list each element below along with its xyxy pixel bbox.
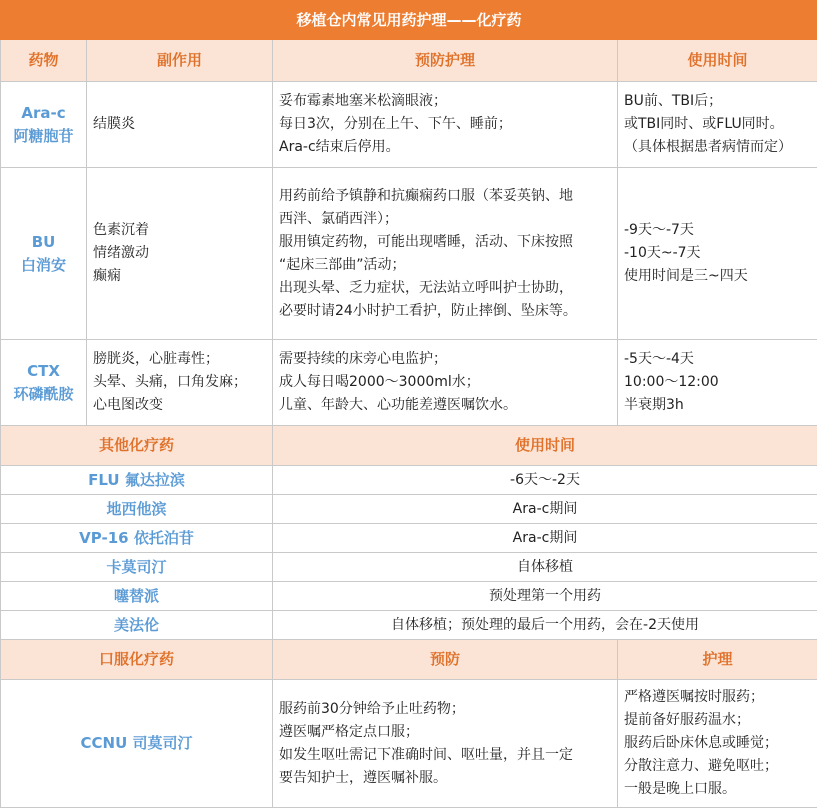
oral-drug-name: CCNU 司莫司汀 <box>1 680 273 808</box>
table-row <box>1 680 817 808</box>
prevention-line: Ara-c结束后停用。 <box>279 139 400 155</box>
drug-code: CTX <box>27 361 60 380</box>
care-line: 服药后卧床休息或睡觉； <box>624 735 778 751</box>
time-cell <box>618 340 817 426</box>
table-row <box>1 340 817 426</box>
time-line: 或TBI同时、或FLU同时。 <box>624 116 784 132</box>
header-time: 使用时间 <box>618 40 817 82</box>
side-effect-line: 心电图改变 <box>93 397 163 413</box>
time-line: BU前、TBI后； <box>624 93 723 109</box>
prevention-line: 西泮、氯硝西泮）； <box>279 210 398 227</box>
table-row <box>1 582 817 611</box>
prevention-cell <box>273 340 618 426</box>
other-drug-time: 自体移植 <box>273 553 817 582</box>
prevention-line: 每日3次，分别在上午、下午、睡前； <box>279 116 512 132</box>
prevention-cell <box>273 168 618 340</box>
drug-chinese-name: 白消安 <box>20 255 66 274</box>
drug-name-cell <box>1 340 87 426</box>
drug-chinese-name: 阿糖胞苷 <box>13 126 74 145</box>
prevention-line: 必要时请24小时护工看护，防止摔倒、坠床等。 <box>279 302 577 319</box>
drug-code: BU <box>31 232 56 251</box>
care-line: 一般是晚上口服。 <box>624 781 736 797</box>
table-row <box>1 495 817 524</box>
prevention-line: 出现头晕、乏力症状，无法站立呼叫护士协助， <box>279 279 573 296</box>
header-other-chemo: 其他化疗药 <box>1 426 273 466</box>
header-oral-prevention: 预防 <box>273 640 618 680</box>
prevention-line: 服用镇定药物，可能出现嗜睡，活动、下床按照 <box>279 233 573 250</box>
table-row <box>1 553 817 582</box>
time-line: （具体根据患者病情而定） <box>624 139 792 155</box>
table-row <box>1 611 817 640</box>
header-oral-chemo: 口服化疗药 <box>1 640 273 680</box>
side-effect-cell <box>87 340 273 426</box>
header-drug: 药物 <box>1 40 87 82</box>
table-title: 移植仓内常见用药护理——化疗药 <box>1 1 817 40</box>
other-drug-name: FLU 氟达拉滨 <box>1 466 273 495</box>
time-line: 10:00～12:00 <box>624 374 719 390</box>
prevention-line: 如发生呕吐需记下准确时间、呕吐量，并且一定 <box>279 746 573 763</box>
table-row <box>1 466 817 495</box>
side-effect-line: 癫痫 <box>93 268 121 284</box>
oral-care-cell <box>618 680 817 808</box>
drug-name-cell <box>1 82 87 168</box>
prevention-line: 成人每日喝2000～3000ml水； <box>279 374 480 390</box>
table-row <box>1 82 817 168</box>
other-drug-name: 地西他滨 <box>1 495 273 524</box>
header-side-effect: 副作用 <box>87 40 273 82</box>
prevention-line: 用药前给予镇静和抗癫痫药口服（苯妥英钠、地 <box>279 187 573 204</box>
side-effect-line: 色素沉着 <box>93 222 149 238</box>
side-effect-line: 情绪激动 <box>93 245 149 261</box>
other-drug-time: Ara-c期间 <box>273 495 817 524</box>
prevention-line: 要告知护士，遵医嘱补服。 <box>279 769 447 786</box>
other-drug-time: -6天～-2天 <box>273 466 817 495</box>
side-effect-cell <box>87 168 273 340</box>
table-row <box>1 524 817 553</box>
drug-name-cell <box>1 168 87 340</box>
header-prevention: 预防护理 <box>273 40 618 82</box>
other-drug-name: VP-16 依托泊苷 <box>1 524 273 553</box>
time-line: -5天～-4天 <box>624 351 694 367</box>
time-line: -10天~-7天 <box>624 245 701 261</box>
prevention-cell <box>273 82 618 168</box>
care-line: 分散注意力、避免呕吐； <box>624 758 778 774</box>
other-drug-name: 噻替派 <box>1 582 273 611</box>
other-drug-time: 自体移植；预处理的最后一个用药，会在-2天使用 <box>273 611 817 640</box>
time-line: -9天～-7天 <box>624 222 694 238</box>
prevention-line: 妥布霉素地塞米松滴眼液； <box>279 93 447 109</box>
prevention-line: 遵医嘱严格定点口服； <box>279 723 419 740</box>
prevention-line: 儿童、年龄大、心功能差遵医嘱饮水。 <box>279 397 517 413</box>
drug-chinese-name: 环磷酰胺 <box>13 384 74 403</box>
side-effect-line: 头晕、头痛，口角发麻； <box>93 374 247 390</box>
other-drug-time: 预处理第一个用药 <box>273 582 817 611</box>
time-cell <box>618 168 817 340</box>
time-cell <box>618 82 817 168</box>
side-effect-line: 膀胱炎，心脏毒性； <box>93 351 219 367</box>
other-drug-name: 美法伦 <box>1 611 273 640</box>
side-effect-cell <box>87 82 273 168</box>
drug-code: Ara-c <box>21 103 66 122</box>
header-oral-care: 护理 <box>618 640 817 680</box>
prevention-line: 需要持续的床旁心电监护； <box>279 351 447 367</box>
time-line: 使用时间是三~四天 <box>624 268 748 284</box>
care-line: 提前备好服药温水； <box>624 712 750 728</box>
time-line: 半衰期3h <box>624 397 684 413</box>
other-drug-name: 卡莫司汀 <box>1 553 273 582</box>
prevention-line: 服药前30分钟给予止吐药物； <box>279 700 465 717</box>
table-row <box>1 168 817 340</box>
side-effect-line: 结膜炎 <box>93 116 135 132</box>
other-drug-time: Ara-c期间 <box>273 524 817 553</box>
oral-prevention-cell <box>273 680 618 808</box>
prevention-line: “起床三部曲”活动； <box>279 256 406 273</box>
header-other-time: 使用时间 <box>273 426 817 466</box>
care-line: 严格遵医嘱按时服药； <box>624 689 764 705</box>
